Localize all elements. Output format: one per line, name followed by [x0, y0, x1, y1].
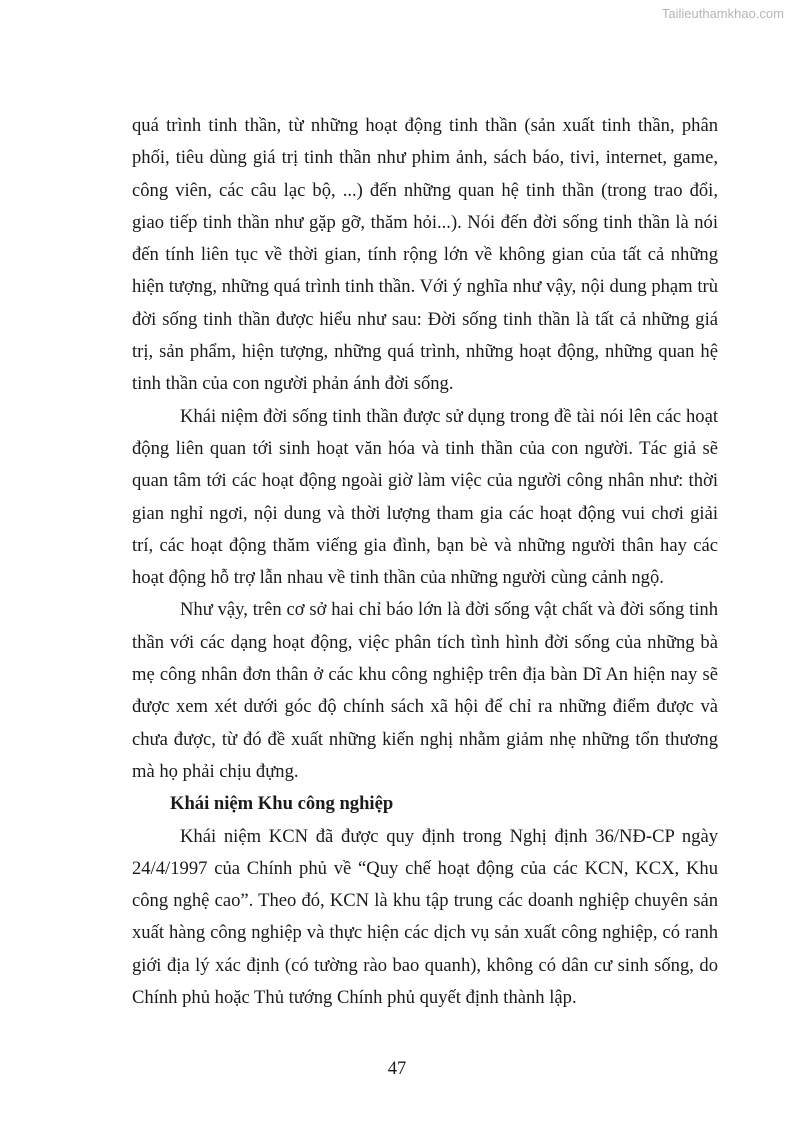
- paragraph-spiritual-life-usage: Khái niệm đời sống tinh thần được sử dụng trong đề tài nói lên các hoạt động liên quan tới sinh hoạt văn hóa và tinh thần của con người. Tác giả sẽ quan tâm tới các hoạt động ngoài giờ làm việc của người công nhân như: thời gian nghỉ ngơi, nội dung và thời lượng tham gia các hoạt động vui chơi giải trí, các hoạt động thăm viếng gia đình, bạn bè và những người thân hay các hoạt động hỗ trợ lẫn nhau về tinh thần của những người cùng cảnh ngộ.: [132, 405, 718, 589]
- paragraph-analysis-summary: Như vậy, trên cơ sở hai chỉ báo lớn là đời sống vật chất và đời sống tinh thần với các dạng hoạt động, việc phân tích tình hình đời sống của những bà mẹ công nhân đơn thân ở các khu công nghiệp trên địa bàn Dĩ An hiện nay sẽ được xem xét dưới góc độ chính sách xã hội để chỉ ra những điểm được và chưa được, từ đó đề xuất những kiến nghị nhằm giảm nhẹ những tổn thương mà họ phải chịu đựng.: [132, 599, 718, 782]
- paragraph-spiritual-life-definition: quá trình tinh thần, từ những hoạt động tinh thần (sản xuất tinh thần, phân phối, tiêu dùng giá trị tinh thần như phim ảnh, sách báo, tivi, internet, game, công viên, các câu lạc bộ, ...) đến những quan hệ tinh thần (trong trao đổi, giao tiếp tinh thần như gặp gỡ, thăm hỏi...). Nói đến đời sống tinh thần là nói đến tính liên tục về thời gian, tính rộng lớn về không gian của tất cả những hiện tượng, những quá trình tinh thần. Với ý nghĩa như vậy, nội dung phạm trù đời sống tinh thần được hiểu như sau: Đời sống tinh thần là tất cả những giá trị, sản phẩm, hiện tượng, những quá trình, những hoạt động, những quan hệ tinh thần của con người phản ánh đời sống.: [132, 115, 718, 395]
- paragraph-industrial-zone-definition: Khái niệm KCN đã được quy định trong Nghị định 36/NĐ-CP ngày 24/4/1997 của Chính phủ về “Quy chế hoạt động của các KCN, KCX, Khu công nghệ cao”. Theo đó, KCN là khu tập trung các doanh nghiệp chuyên sản xuất hàng công nghiệp và thực hiện các dịch vụ sản xuất công nghiệp, có ranh giới địa lý xác định (có tường rào bao quanh), không có dân cư sinh sống, do Chính phủ hoặc Thủ tướng Chính phủ quyết định thành lập.: [132, 825, 718, 1009]
- watermark: Tailieuthamkhao.com: [661, 6, 784, 21]
- page-number: 47: [387, 1058, 407, 1079]
- section-heading-industrial-zone: Khái niệm Khu công nghiệp: [170, 793, 394, 815]
- document-body: [132, 110, 718, 1014]
